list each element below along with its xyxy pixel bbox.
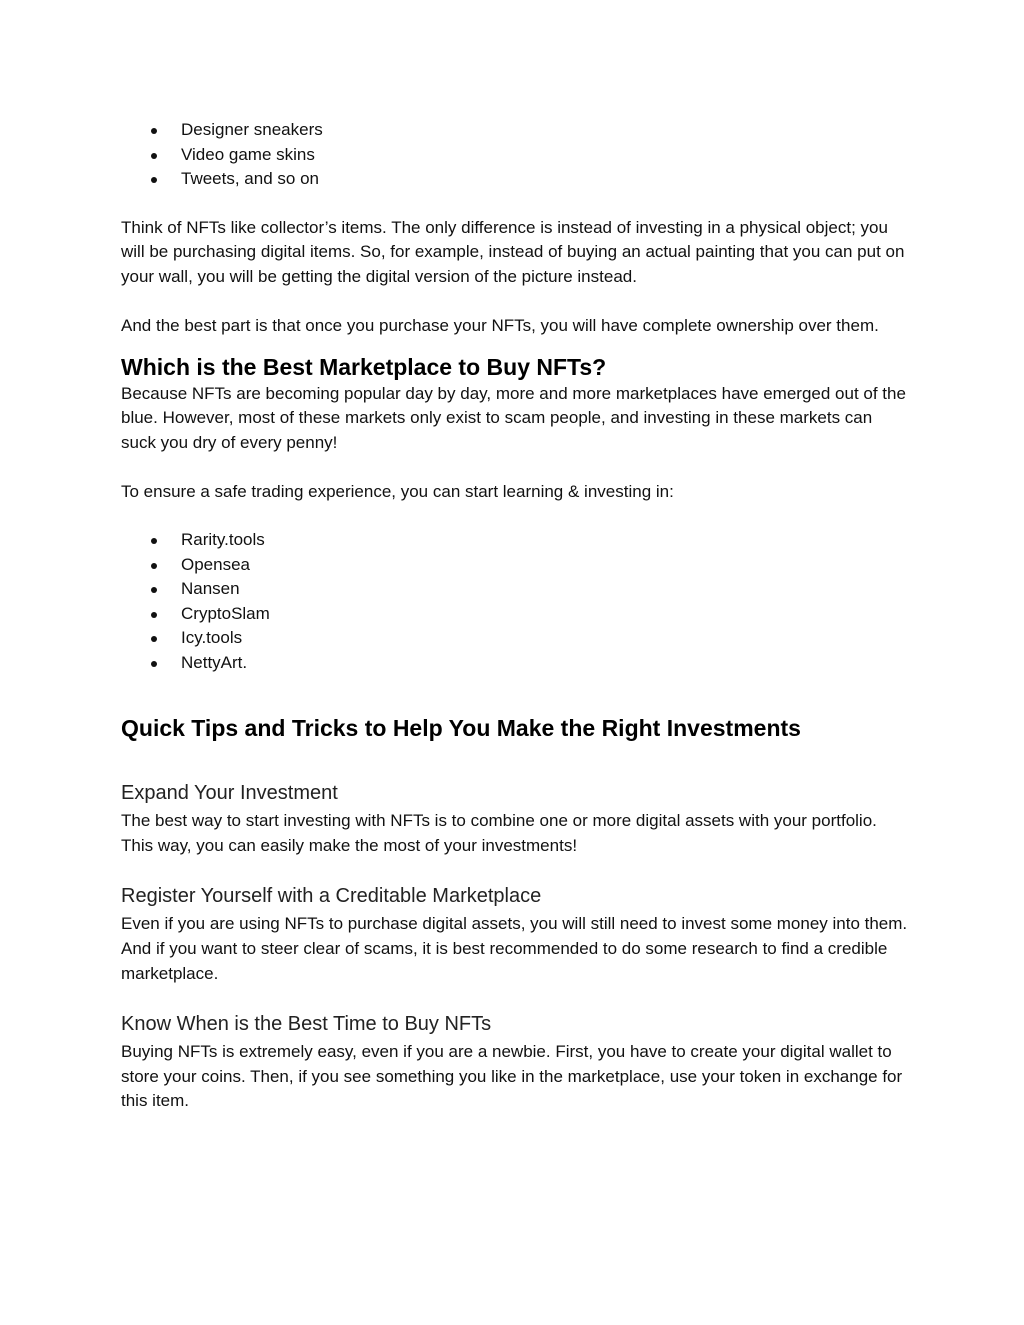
list-item: Rarity.tools xyxy=(121,528,911,553)
paragraph-marketplaces: Because NFTs are becoming popular day by day, more and more marketplaces have emerged out of the blue. However, most of these markets only exist to scam people, and investing in these markets can suck you dry of every penny! xyxy=(121,383,906,453)
subheading-expand-investment: Expand Your Investment xyxy=(121,782,338,805)
list-item: Icy.tools xyxy=(121,626,911,651)
paragraph-ownership: And the best part is that once you purchase your NFTs, you will have complete ownership over them. xyxy=(121,316,879,336)
bullet-icon xyxy=(151,128,157,134)
bullet-icon xyxy=(151,612,157,618)
list-item: Designer sneakers xyxy=(121,118,911,143)
list-item: Opensea xyxy=(121,553,911,578)
list-item: Video game skins xyxy=(121,143,911,168)
paragraph-collectors: Think of NFTs like collector’s items. The only difference is instead of investing in a physical object; you will be purchasing digital items. So, for example, instead of buying an actual painting that you can put on your wall, you will be getting the digital version of the picture instead. xyxy=(121,217,905,286)
heading-best-marketplace: Which is the Best Marketplace to Buy NFTs? xyxy=(121,353,607,380)
list-item: CryptoSlam xyxy=(121,602,911,627)
bullet-icon xyxy=(151,177,157,183)
list-item: NettyArt. xyxy=(121,651,911,676)
paragraph-safe-trading: To ensure a safe trading experience, you can start learning & investing in: xyxy=(121,481,674,501)
list-item: Tweets, and so on xyxy=(121,167,911,192)
bullet-icon xyxy=(151,587,157,593)
intro-list xyxy=(121,118,911,192)
bullet-icon xyxy=(151,538,157,544)
list-item: Nansen xyxy=(121,577,911,602)
document-page xyxy=(121,118,911,1114)
heading-quick-tips: Quick Tips and Tricks to Help You Make the Right Investments xyxy=(121,715,801,742)
paragraph-expand-investment: The best way to start investing with NFTs is to combine one or more digital assets with your portfolio. This way, you can easily make the most of your investments! xyxy=(121,811,877,855)
subheading-register-marketplace: Register Yourself with a Creditable Marketplace xyxy=(121,885,542,908)
paragraph-register-marketplace: Even if you are using NFTs to purchase digital assets, you will still need to invest some money into them. And if you want to steer clear of scams, it is best recommended to do some research to find a credible marketplace. xyxy=(121,914,908,983)
bullet-icon xyxy=(151,661,157,667)
bullet-icon xyxy=(151,636,157,642)
bullet-icon xyxy=(151,563,157,569)
marketplace-list xyxy=(121,528,911,675)
subheading-best-time: Know When is the Best Time to Buy NFTs xyxy=(121,1013,492,1036)
paragraph-best-time: Buying NFTs is extremely easy, even if you are a newbie. First, you have to create your digital wallet to store your coins. Then, if you see something you like in the marketplace, use your token in exchange for this item. xyxy=(121,1042,903,1111)
bullet-icon xyxy=(151,153,157,159)
